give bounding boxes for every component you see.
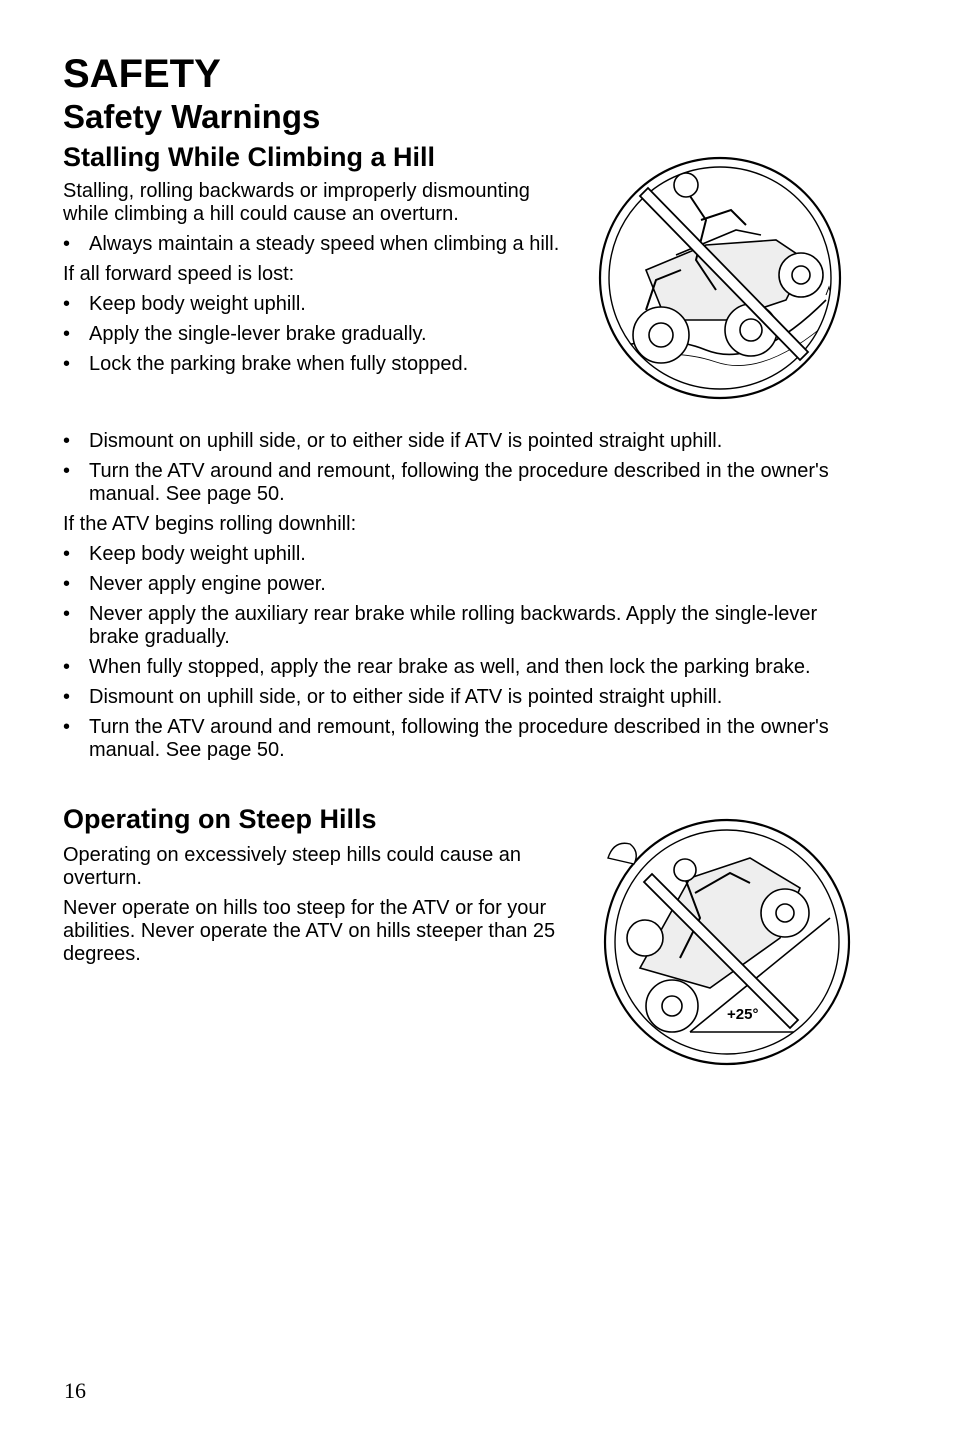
list-item: • Turn the ATV around and remount, following the procedure described in the owner's manual. See page 50. [63,460,863,506]
no-steep-hill-icon [600,818,854,1068]
section1-bullets-b-upper [63,293,563,376]
no-steep-hill-figure [600,818,854,1068]
section2-para2: Never operate on hills too steep for the ATV or for your abilities. Never operate the ATV on hills steeper than 25 degrees. [63,897,556,965]
list-item: • Always maintain a steady speed when climbing a hill. [63,233,563,256]
page-subtitle: Safety Warnings [63,98,321,135]
list-item: • Dismount on uphill side, or to either side if ATV is pointed straight uphill. [63,686,863,709]
section1-bullets-b-lower [63,430,863,506]
section1-upper-text [63,180,563,383]
list-item: • Keep body weight uphill. [63,543,863,566]
list-item: • Never apply engine power. [63,573,863,596]
page-number: 16 [64,1378,86,1403]
list-item: • When fully stopped, apply the rear brake as well, and then lock the parking brake. [63,656,863,679]
list-item: • Never apply the auxiliary rear brake while rolling backwards. Apply the single-lever brake gradually. [63,603,863,649]
section1-lead-c: If the ATV begins rolling downhill: [63,513,357,535]
section1-lower-text [63,430,863,769]
section1-lead-b: If all forward speed is lost: [63,263,295,285]
section2-text [63,844,568,966]
list-item: • Apply the single-lever brake gradually. [63,323,563,346]
list-item: • Turn the ATV around and remount, following the procedure described in the owner's manual. See page 50. [63,716,863,762]
list-item: • Dismount on uphill side, or to either side if ATV is pointed straight uphill. [63,430,863,453]
angle-label: +25° [727,1006,759,1023]
section-heading-steep-hills: Operating on Steep Hills [63,804,377,834]
section-heading-stalling: Stalling While Climbing a Hill [63,142,436,172]
section1-intro: Stalling, rolling backwards or improperly dismounting while climbing a hill could cause an overturn. [63,180,530,225]
list-item: • Keep body weight uphill. [63,293,563,316]
section1-bullets-c [63,543,863,762]
page-title: SAFETY [63,52,221,96]
section1-bullets-a [63,233,563,256]
section2-para1: Operating on excessively steep hills could cause an overturn. [63,844,522,889]
no-stalling-on-hill-icon [586,150,866,410]
list-item: • Lock the parking brake when fully stopped. [63,353,563,376]
